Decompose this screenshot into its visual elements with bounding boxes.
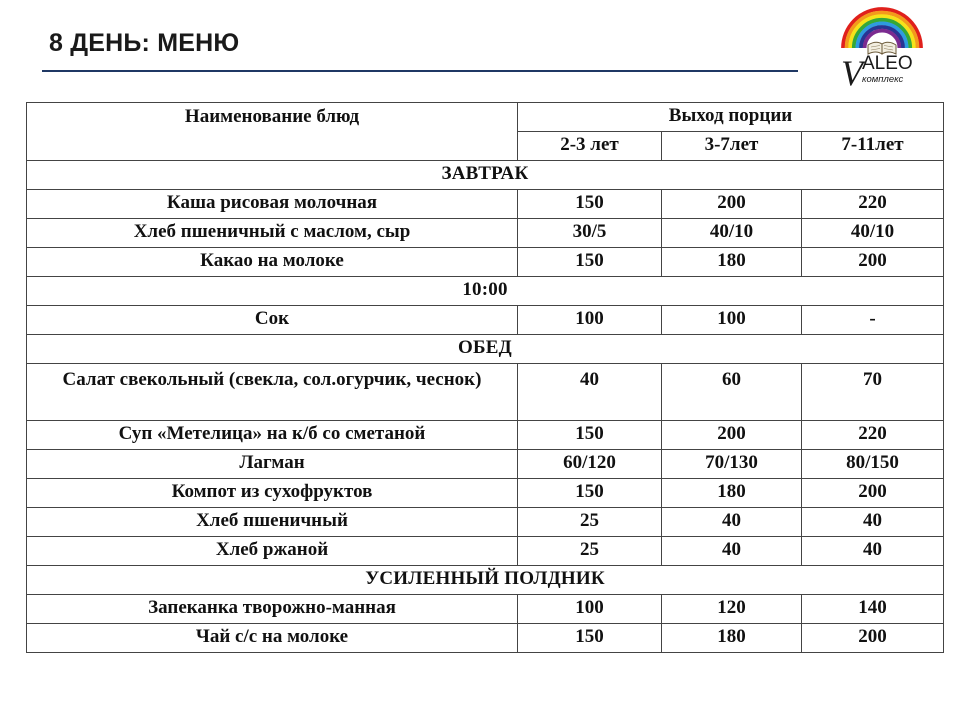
dish-name: Суп «Метелица» на к/б со сметаной	[27, 421, 518, 450]
table-row	[27, 450, 944, 479]
dish-name: Хлеб пшеничный	[27, 508, 518, 537]
section-row	[27, 277, 944, 306]
dish-name: Сок	[27, 306, 518, 335]
dish-name: Каша рисовая молочная	[27, 190, 518, 219]
table-row	[27, 508, 944, 537]
dish-name: Хлеб ржаной	[27, 537, 518, 566]
portion-value: 200	[802, 248, 944, 277]
portion-value: 150	[518, 479, 662, 508]
portion-value: 40	[802, 508, 944, 537]
portion-value: 180	[662, 624, 802, 653]
section-row	[27, 566, 944, 595]
portion-value: 100	[662, 306, 802, 335]
portion-value: 70/130	[662, 450, 802, 479]
table-row	[27, 595, 944, 624]
dish-name: Компот из сухофруктов	[27, 479, 518, 508]
table-row	[27, 219, 944, 248]
table-row	[27, 479, 944, 508]
portion-value: 60/120	[518, 450, 662, 479]
portion-value: 40	[662, 537, 802, 566]
section-label: ЗАВТРАК	[27, 161, 944, 190]
section-label: 10:00	[27, 277, 944, 306]
table-row	[27, 248, 944, 277]
dish-name: Запеканка творожно-манная	[27, 595, 518, 624]
portion-value: 180	[662, 479, 802, 508]
portion-value: 25	[518, 508, 662, 537]
portion-value: -	[802, 306, 944, 335]
portion-value: 150	[518, 421, 662, 450]
dish-name: Какао на молоке	[27, 248, 518, 277]
portion-value: 220	[802, 190, 944, 219]
portion-value: 120	[662, 595, 802, 624]
portion-value: 40/10	[802, 219, 944, 248]
portion-value: 150	[518, 190, 662, 219]
table-row	[27, 190, 944, 219]
logo-wordmark: ALEO	[862, 53, 913, 74]
dish-name: Хлеб пшеничный с маслом, сыр	[27, 219, 518, 248]
logo-letter-v: V	[841, 53, 863, 92]
portion-value: 40	[802, 537, 944, 566]
table-row	[27, 624, 944, 653]
portion-value: 220	[802, 421, 944, 450]
dish-name: Чай с/с на молоке	[27, 624, 518, 653]
section-label: ОБЕД	[27, 335, 944, 364]
portion-value: 200	[802, 479, 944, 508]
title-underline	[42, 70, 798, 72]
portion-value: 180	[662, 248, 802, 277]
portion-value: 80/150	[802, 450, 944, 479]
header-portion: Выход порции	[518, 103, 944, 132]
menu-table-body	[27, 103, 944, 653]
section-row	[27, 335, 944, 364]
section-label: УСИЛЕННЫЙ ПОЛДНИК	[27, 566, 944, 595]
portion-value: 150	[518, 248, 662, 277]
portion-value: 40	[518, 364, 662, 421]
portion-value: 70	[802, 364, 944, 421]
header-age-2-3: 2-3 лет	[518, 132, 662, 161]
header-age-7-11: 7-11лет	[802, 132, 944, 161]
valeo-logo	[838, 2, 926, 92]
portion-value: 200	[662, 421, 802, 450]
logo-subtitle: комплекс	[862, 74, 904, 85]
table-row	[27, 364, 944, 421]
header-age-3-7: 3-7лет	[662, 132, 802, 161]
portion-value: 150	[518, 624, 662, 653]
portion-value: 200	[802, 624, 944, 653]
portion-value: 100	[518, 306, 662, 335]
table-row	[27, 421, 944, 450]
portion-value: 40	[662, 508, 802, 537]
table-row	[27, 537, 944, 566]
dish-name: Салат свекольный (свекла, сол.огурчик, чеснок)	[27, 364, 518, 421]
slide-title: 8 ДЕНЬ: МЕНЮ	[49, 29, 240, 57]
menu-table	[26, 102, 944, 653]
table-row	[27, 306, 944, 335]
portion-value: 100	[518, 595, 662, 624]
header-row-top	[27, 103, 944, 132]
portion-value: 40/10	[662, 219, 802, 248]
dish-name: Лагман	[27, 450, 518, 479]
portion-value: 140	[802, 595, 944, 624]
portion-value: 200	[662, 190, 802, 219]
portion-value: 60	[662, 364, 802, 421]
portion-value: 25	[518, 537, 662, 566]
portion-value: 30/5	[518, 219, 662, 248]
section-row	[27, 161, 944, 190]
header-dish-name: Наименование блюд	[27, 103, 518, 161]
rainbow-icon	[843, 9, 921, 48]
